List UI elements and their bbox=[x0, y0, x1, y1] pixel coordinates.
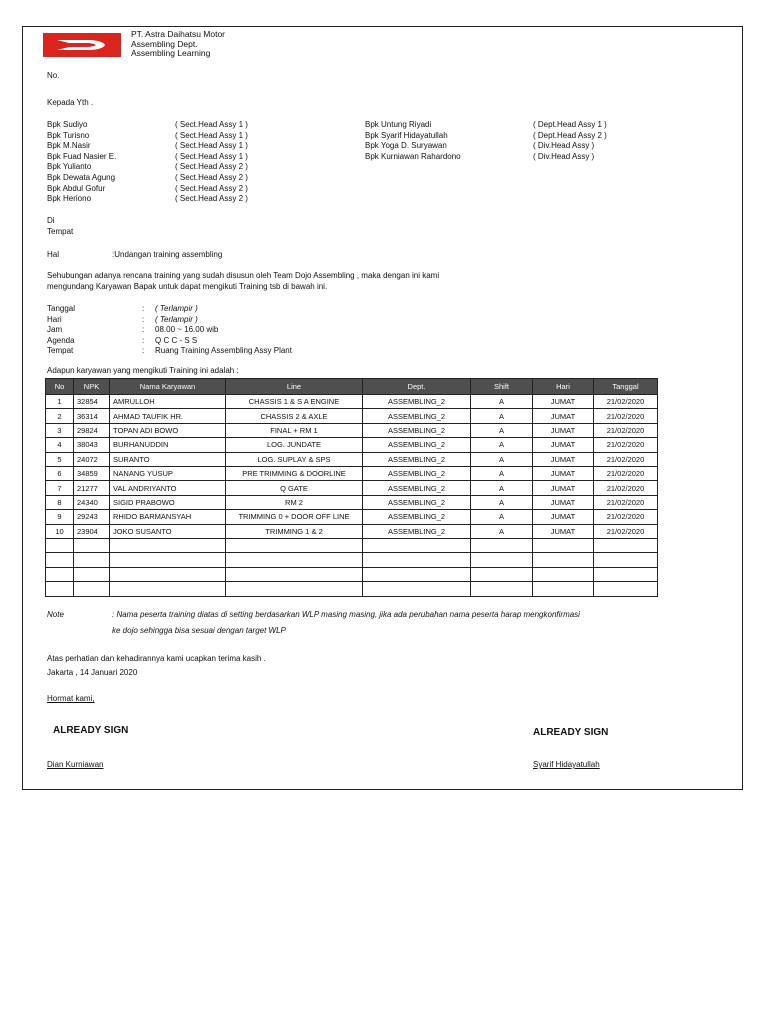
body-line: mengundang Karyawan Bapak untuk dapat mengikuti Training tsb di bawah ini. bbox=[47, 281, 328, 291]
cell-empty bbox=[74, 582, 110, 597]
cell-dept: ASSEMBLING_2 bbox=[363, 395, 471, 409]
table-row bbox=[46, 452, 658, 466]
cell-line: PRE TRIMMING & DOORLINE bbox=[226, 466, 363, 480]
recipients-left-names bbox=[47, 120, 116, 205]
table-intro: Adapun karyawan yang mengikuti Training ini adalah : bbox=[47, 366, 239, 375]
note-line: : Nama peserta training diatas di setting berdasarkan WLP masing masing, jika ada perubahan nama peserta harap mengkonfirmasi bbox=[112, 610, 580, 619]
detail-value: ( Terlampir ) bbox=[155, 304, 198, 313]
cell-npk: 24340 bbox=[74, 495, 110, 509]
cell-empty bbox=[110, 567, 226, 582]
cell-dept: ASSEMBLING_2 bbox=[363, 423, 471, 437]
cell-no: 9 bbox=[46, 510, 74, 524]
cell-empty bbox=[110, 553, 226, 568]
table-row bbox=[46, 409, 658, 423]
detail-separators bbox=[142, 304, 144, 357]
recipient-name: Bpk M.Nasir bbox=[47, 141, 91, 151]
cell-name: AHMAD TAUFIK HR. bbox=[110, 409, 226, 423]
date-line: Jakarta , 14 Januari 2020 bbox=[47, 668, 138, 677]
detail-value: 08.00 ~ 16.00 wib bbox=[155, 325, 219, 335]
cell-line: CHASSIS 1 & S A ENGINE bbox=[226, 395, 363, 409]
signature-status-right: ALREADY SIGN bbox=[533, 727, 609, 738]
detail-values bbox=[155, 304, 292, 357]
col-header-name: Nama Karyawan bbox=[110, 379, 226, 395]
cell-npk: 38043 bbox=[74, 438, 110, 452]
cell-day: JUMAT bbox=[533, 481, 594, 495]
cell-shift: A bbox=[471, 409, 533, 423]
cell-date: 21/02/2020 bbox=[594, 395, 658, 409]
cell-npk: 29824 bbox=[74, 423, 110, 437]
recipients-right-roles bbox=[533, 120, 607, 162]
place-tempat: Tempat bbox=[47, 226, 74, 236]
cell-empty bbox=[110, 582, 226, 597]
closing-text: Atas perhatian dan kehadirannya kami ucapkan terima kasih . bbox=[47, 654, 266, 663]
cell-shift: A bbox=[471, 481, 533, 495]
recipient-role: ( Sect.Head Assy 2 ) bbox=[175, 183, 248, 193]
recipient-role: ( Sect.Head Assy 1 ) bbox=[175, 141, 248, 151]
cell-empty bbox=[533, 582, 594, 597]
table-header-row bbox=[46, 379, 658, 395]
recipients-right-names bbox=[365, 120, 461, 162]
detail-labels bbox=[47, 304, 75, 357]
cell-shift: A bbox=[471, 495, 533, 509]
recipients-left-roles bbox=[175, 120, 248, 205]
recipient-name: Bpk Dewata Agung bbox=[47, 172, 116, 182]
cell-shift: A bbox=[471, 452, 533, 466]
body-paragraph bbox=[47, 271, 439, 292]
recipient-name: Bpk Fuad Nasier E. bbox=[47, 151, 117, 161]
cell-empty bbox=[471, 553, 533, 568]
table-row-empty bbox=[46, 567, 658, 582]
cell-line: LOG. JUNDATE bbox=[226, 438, 363, 452]
recipient-intro: Kepada Yth . bbox=[47, 98, 94, 107]
cell-npk: 21277 bbox=[74, 481, 110, 495]
cell-shift: A bbox=[471, 395, 533, 409]
cell-day: JUMAT bbox=[533, 466, 594, 480]
recipient-name: Bpk Heriono bbox=[47, 194, 92, 204]
table-row-empty bbox=[46, 582, 658, 597]
cell-dept: ASSEMBLING_2 bbox=[363, 452, 471, 466]
detail-label: Jam bbox=[47, 325, 63, 335]
cell-empty bbox=[533, 567, 594, 582]
cell-dept: ASSEMBLING_2 bbox=[363, 409, 471, 423]
recipient-role: ( Dept.Head Assy 2 ) bbox=[533, 130, 607, 140]
detail-value: ( Terlampir ) bbox=[155, 314, 198, 324]
table-row bbox=[46, 395, 658, 409]
subject-label: Hal bbox=[47, 250, 60, 259]
cell-empty bbox=[533, 553, 594, 568]
cell-day: JUMAT bbox=[533, 409, 594, 423]
cell-empty bbox=[363, 553, 471, 568]
cell-name: BURHANUDDIN bbox=[110, 438, 226, 452]
cell-npk: 36314 bbox=[74, 409, 110, 423]
cell-empty bbox=[46, 582, 74, 597]
cell-name: TOPAN ADI BOWO bbox=[110, 423, 226, 437]
table-row bbox=[46, 438, 658, 452]
col-header-dept: Dept. bbox=[363, 379, 471, 395]
cell-empty bbox=[471, 582, 533, 597]
table-row bbox=[46, 423, 658, 437]
note-line: ke dojo sehingga bisa sesuai dengan target WLP bbox=[112, 626, 286, 635]
cell-empty bbox=[471, 538, 533, 553]
cell-date: 21/02/2020 bbox=[594, 510, 658, 524]
cell-npk: 23904 bbox=[74, 524, 110, 538]
cell-line: RM 2 bbox=[226, 495, 363, 509]
cell-empty bbox=[226, 567, 363, 582]
detail-label: Tempat bbox=[47, 346, 74, 356]
col-header-day: Hari bbox=[533, 379, 594, 395]
recipient-name: Bpk Syarif Hidayatullah bbox=[365, 130, 448, 140]
cell-name: SURANTO bbox=[110, 452, 226, 466]
cell-empty bbox=[74, 567, 110, 582]
table-row bbox=[46, 524, 658, 538]
company-header bbox=[131, 30, 225, 59]
cell-shift: A bbox=[471, 524, 533, 538]
cell-name: AMRULLOH bbox=[110, 395, 226, 409]
daihatsu-logo bbox=[43, 33, 121, 57]
cell-date: 21/02/2020 bbox=[594, 452, 658, 466]
cell-npk: 34859 bbox=[74, 466, 110, 480]
table-row bbox=[46, 466, 658, 480]
cell-day: JUMAT bbox=[533, 423, 594, 437]
cell-name: JOKO SUSANTO bbox=[110, 524, 226, 538]
cell-date: 21/02/2020 bbox=[594, 524, 658, 538]
cell-line: Q GATE bbox=[226, 481, 363, 495]
company-section: Assembling Learning bbox=[131, 48, 211, 58]
detail-value: Ruang Training Assembling Assy Plant bbox=[155, 346, 292, 356]
cell-empty bbox=[594, 582, 658, 597]
cell-dept: ASSEMBLING_2 bbox=[363, 438, 471, 452]
recipient-role: ( Sect.Head Assy 1 ) bbox=[175, 120, 248, 129]
subject-value: :Undangan training assembling bbox=[112, 250, 223, 259]
cell-day: JUMAT bbox=[533, 395, 594, 409]
recipient-role: ( Sect.Head Assy 2 ) bbox=[175, 172, 248, 182]
cell-name: RHIDO BARMANSYAH bbox=[110, 510, 226, 524]
cell-dept: ASSEMBLING_2 bbox=[363, 495, 471, 509]
recipient-name: Bpk Turisno bbox=[47, 130, 90, 140]
place-di: Di bbox=[47, 216, 55, 225]
cell-date: 21/02/2020 bbox=[594, 481, 658, 495]
col-header-npk: NPK bbox=[74, 379, 110, 395]
table-row-empty bbox=[46, 538, 658, 553]
cell-no: 3 bbox=[46, 423, 74, 437]
cell-day: JUMAT bbox=[533, 452, 594, 466]
detail-label: Tanggal bbox=[47, 304, 76, 313]
recipient-role: ( Sect.Head Assy 2 ) bbox=[175, 194, 248, 204]
cell-dept: ASSEMBLING_2 bbox=[363, 481, 471, 495]
letter-document bbox=[22, 26, 743, 790]
cell-name: SIGID PRABOWO bbox=[110, 495, 226, 509]
cell-day: JUMAT bbox=[533, 438, 594, 452]
recipient-role: ( Sect.Head Assy 1 ) bbox=[175, 151, 248, 161]
detail-sep: : bbox=[142, 335, 145, 345]
cell-empty bbox=[46, 553, 74, 568]
company-dept: Assembling Dept. bbox=[131, 38, 198, 49]
cell-shift: A bbox=[471, 423, 533, 437]
recipient-name: Bpk Untung Riyadi bbox=[365, 120, 432, 129]
table-row bbox=[46, 495, 658, 509]
cell-no: 4 bbox=[46, 438, 74, 452]
recipient-name: Bpk Sudiyo bbox=[47, 120, 88, 129]
cell-date: 21/02/2020 bbox=[594, 409, 658, 423]
cell-empty bbox=[533, 538, 594, 553]
cell-date: 21/02/2020 bbox=[594, 423, 658, 437]
col-header-line: Line bbox=[226, 379, 363, 395]
cell-no: 7 bbox=[46, 481, 74, 495]
col-header-shift: Shift bbox=[471, 379, 533, 395]
recipient-name: Bpk Yoga D. Suryawan bbox=[365, 141, 447, 151]
cell-no: 5 bbox=[46, 452, 74, 466]
cell-dept: ASSEMBLING_2 bbox=[363, 466, 471, 480]
cell-date: 21/02/2020 bbox=[594, 495, 658, 509]
cell-empty bbox=[226, 582, 363, 597]
cell-day: JUMAT bbox=[533, 510, 594, 524]
body-line: Sehubungan adanya rencana training yang sudah disusun oleh Team Dojo Assembling , maka dengan ini kami bbox=[47, 271, 440, 280]
cell-empty bbox=[471, 567, 533, 582]
recipient-role: ( Sect.Head Assy 2 ) bbox=[175, 162, 248, 172]
cell-shift: A bbox=[471, 438, 533, 452]
signatory-right: Syarif Hidayatullah bbox=[533, 760, 600, 769]
cell-line: FINAL + RM 1 bbox=[226, 423, 363, 437]
detail-sep: : bbox=[142, 346, 145, 356]
participants-table bbox=[45, 378, 658, 597]
cell-npk: 29243 bbox=[74, 510, 110, 524]
cell-line: TRIMMING 0 + DOOR OFF LINE bbox=[226, 510, 363, 524]
table-row bbox=[46, 510, 658, 524]
company-name: PT. Astra Daihatsu Motor bbox=[131, 29, 226, 39]
cell-npk: 24072 bbox=[74, 452, 110, 466]
cell-name: NANANG YUSUP bbox=[110, 466, 226, 480]
cell-name: VAL ANDRIYANTO bbox=[110, 481, 226, 495]
regards-text: Hormat kami, bbox=[47, 694, 95, 703]
cell-line: TRIMMING 1 & 2 bbox=[226, 524, 363, 538]
cell-empty bbox=[46, 538, 74, 553]
cell-dept: ASSEMBLING_2 bbox=[363, 524, 471, 538]
recipient-name: Bpk Kurniawan Rahardono bbox=[365, 151, 461, 161]
col-header-no: No bbox=[46, 379, 74, 395]
cell-line: LOG. SUPLAY & SPS bbox=[226, 452, 363, 466]
detail-sep: : bbox=[142, 325, 145, 335]
cell-no: 6 bbox=[46, 466, 74, 480]
detail-label: Agenda bbox=[47, 335, 75, 345]
note-label: Note bbox=[47, 610, 64, 619]
detail-sep: : bbox=[142, 314, 145, 324]
cell-shift: A bbox=[471, 510, 533, 524]
cell-no: 10 bbox=[46, 524, 74, 538]
cell-date: 21/02/2020 bbox=[594, 466, 658, 480]
recipient-role: ( Dept.Head Assy 1 ) bbox=[533, 120, 607, 129]
table-row-empty bbox=[46, 553, 658, 568]
cell-empty bbox=[46, 567, 74, 582]
recipient-name: Bpk Yulianto bbox=[47, 162, 92, 172]
cell-no: 1 bbox=[46, 395, 74, 409]
signatory-left: Dian Kurniawan bbox=[47, 760, 104, 769]
cell-shift: A bbox=[471, 466, 533, 480]
cell-empty bbox=[74, 553, 110, 568]
detail-sep: : bbox=[142, 304, 145, 313]
cell-no: 8 bbox=[46, 495, 74, 509]
cell-empty bbox=[226, 538, 363, 553]
cell-empty bbox=[594, 538, 658, 553]
cell-empty bbox=[363, 538, 471, 553]
cell-no: 2 bbox=[46, 409, 74, 423]
recipient-role: ( Div.Head Assy ) bbox=[533, 141, 595, 151]
cell-day: JUMAT bbox=[533, 524, 594, 538]
cell-empty bbox=[226, 553, 363, 568]
signature-status-left: ALREADY SIGN bbox=[53, 725, 129, 736]
cell-dept: ASSEMBLING_2 bbox=[363, 510, 471, 524]
table-row bbox=[46, 481, 658, 495]
cell-empty bbox=[74, 538, 110, 553]
cell-empty bbox=[594, 567, 658, 582]
detail-value: Q C C - S S bbox=[155, 335, 198, 345]
recipient-name: Bpk Abdul Gofur bbox=[47, 183, 106, 193]
recipient-role: ( Sect.Head Assy 1 ) bbox=[175, 130, 248, 140]
cell-line: CHASSIS 2 & AXLE bbox=[226, 409, 363, 423]
recipient-role: ( Div.Head Assy ) bbox=[533, 151, 595, 161]
cell-npk: 32854 bbox=[74, 395, 110, 409]
cell-empty bbox=[110, 538, 226, 553]
cell-day: JUMAT bbox=[533, 495, 594, 509]
table-body bbox=[46, 395, 658, 597]
detail-label: Hari bbox=[47, 314, 62, 324]
cell-empty bbox=[594, 553, 658, 568]
place-block bbox=[47, 216, 73, 237]
cell-empty bbox=[363, 567, 471, 582]
cell-empty bbox=[363, 582, 471, 597]
letter-number: No. bbox=[47, 71, 60, 80]
col-header-date: Tanggal bbox=[594, 379, 658, 395]
cell-date: 21/02/2020 bbox=[594, 438, 658, 452]
